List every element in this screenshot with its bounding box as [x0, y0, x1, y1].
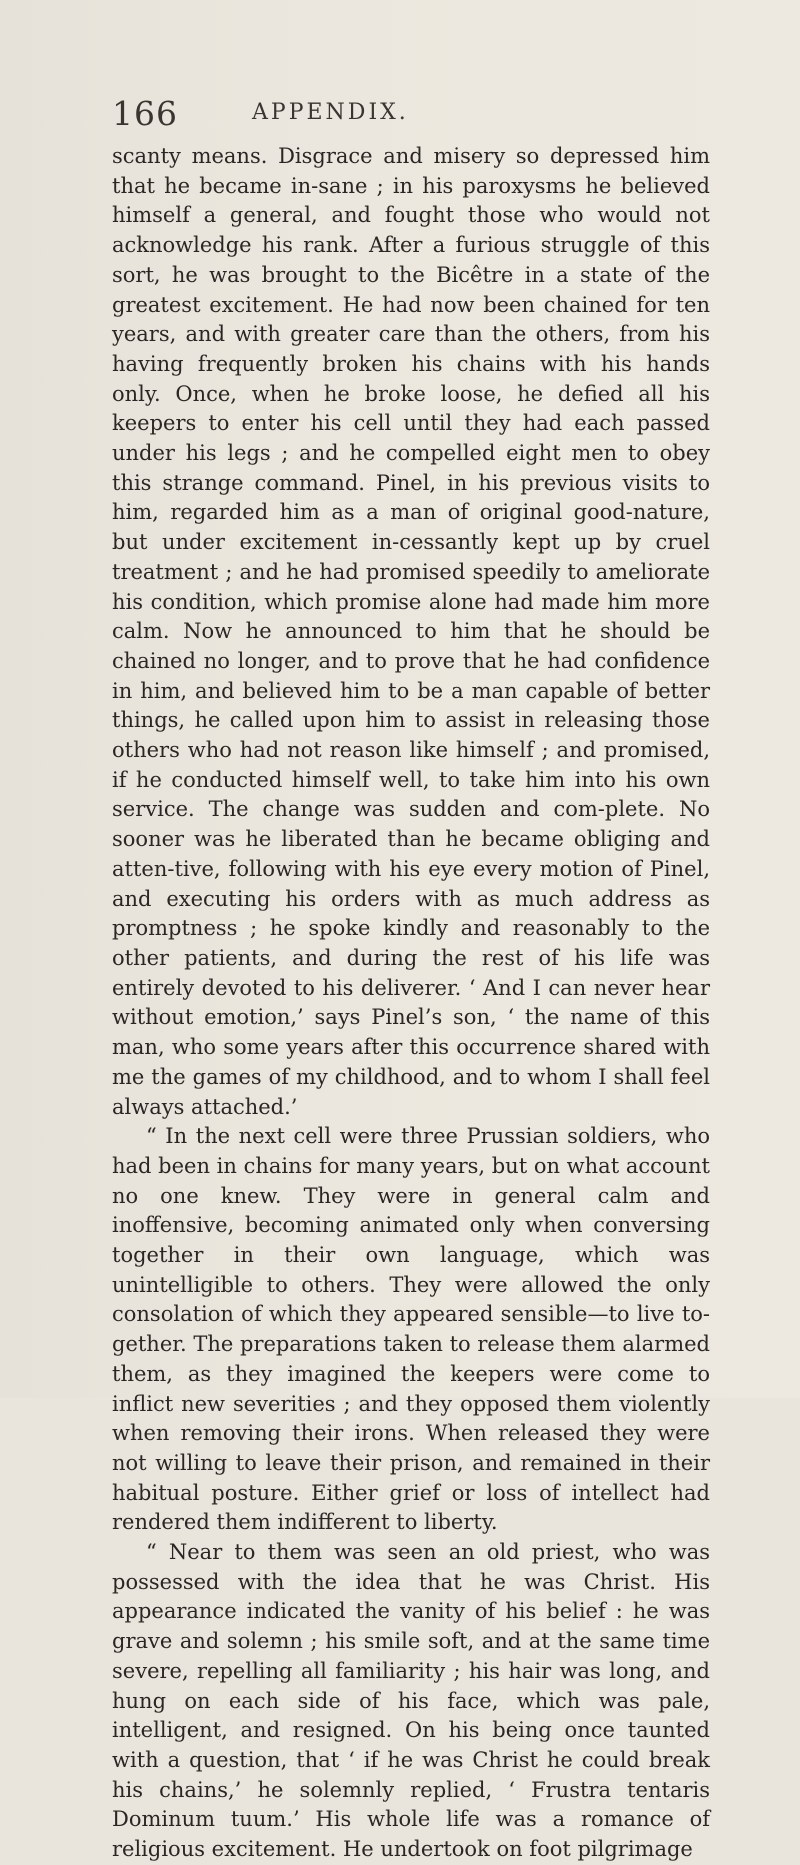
- paragraph-1: scanty means. Disgrace and misery so depressed him that he became in-sane ; in his paroxysms he believed himself a general, and fought those who would not acknowledge his rank. After a furious struggle of this sort, he was brought to the Bicêtre in a state of the greatest excitement. He had now been chained for ten years, and with greater care than the others, from his having frequently broken his chains with his hands only. Once, when he broke loose, he defied all his keepers to enter his cell until they had each passed under his legs ; and he compelled eight men to obey this strange command. Pinel, in his previous visits to him, regarded him as a man of original good-nature, but under excitement in-cessantly kept up by cruel treatment ; and he had promised speedily to ameliorate his condition, which promise alone had made him more calm. Now he announced to him that he should be chained no longer, and to prove that he had confidence in him, and believed him to be a man capable of better things, he called upon him to assist in releasing those others who had not reason like himself ; and promised, if he conducted himself well, to take him into his own service. The change was sudden and com-plete. No sooner was he liberated than he became obliging and atten-tive, following with his eye every motion of Pinel, and executing his orders with as much address as promptness ; he spoke kindly and reasonably to the other patients, and during the rest of his life was entirely devoted to his deliverer. ‘ And I can never hear without emotion,’ says Pinel’s son, ‘ the name of this man, who some years after this occurrence shared with me the games of my childhood, and to whom I shall feel always attached.’: [112, 144, 710, 1119]
- page-header: [112, 94, 712, 134]
- page-number: 166: [112, 94, 178, 133]
- body-text: [112, 142, 710, 1865]
- paragraph-2: “ In the next cell were three Prussian soldiers, who had been in chains for many years, but on what account no one knew. They were in general calm and inoffensive, becoming animated only when conversing together in their own language, which was unintelligible to others. They were allowed the only consolation of which they appeared sensible—to live to-gether. The preparations taken to release them alarmed them, as they imagined the keepers were come to inflict new severities ; and they opposed them violently when removing their irons. When released they were not willing to leave their prison, and remained in their habitual posture. Either grief or loss of intellect had rendered them indifferent to liberty.: [112, 1124, 710, 1535]
- running-title: APPENDIX.: [252, 100, 409, 125]
- paragraph-3: “ Near to them was seen an old priest, who was possessed with the idea that he was Christ. His appearance indicated the vanity of his belief : he was grave and solemn ; his smile soft, and at the same time severe, repelling all familiarity ; his hair was long, and hung on each side of his face, which was pale, intelligent, and resigned. On his being once taunted with a question, that ‘ if he was Christ he could break his chains,’ he solemnly replied, ‘ Frustra tentaris Dominum tuum.’ His whole life was a romance of religious excitement. He undertook on foot pilgrimage: [112, 1540, 710, 1862]
